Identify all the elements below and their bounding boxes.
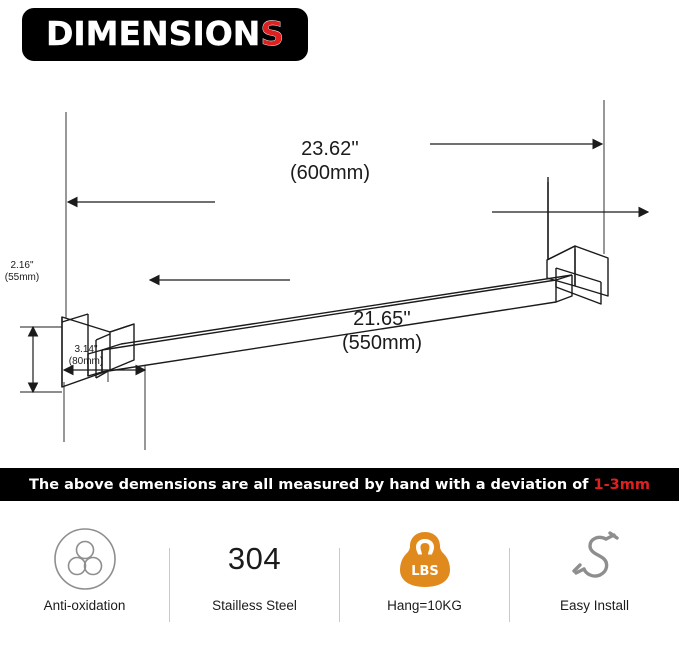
page-title-main: DIMENSION — [46, 14, 261, 53]
wrench-icon-box — [560, 520, 630, 598]
bar-length-label — [292, 308, 472, 355]
overall-length-inches: 23.62'' — [301, 138, 359, 160]
measurement-notice-text — [29, 477, 650, 493]
steel-grade-box — [228, 520, 281, 598]
feature-easy-install — [510, 520, 679, 646]
feature-stainless-steel — [170, 520, 339, 646]
overall-length-label — [240, 138, 420, 185]
height-inches: 2.16" — [10, 260, 34, 271]
page-title-text — [46, 14, 285, 53]
bar-length-mm: (550mm) — [341, 331, 422, 354]
height-mm: (55mm) — [4, 271, 40, 283]
kettlebell-icon — [395, 527, 455, 591]
feature-row — [0, 520, 679, 646]
height-label — [0, 260, 44, 284]
anti-oxidation-icon-box — [49, 520, 121, 598]
feature-anti-oxidation — [0, 520, 169, 646]
kettlebell-icon-label: LBS — [410, 564, 439, 579]
page-title — [22, 8, 308, 61]
notice-text-main: The above demensions are all measured by hand with a deviation of — [29, 476, 594, 493]
feature-anti-oxidation-caption: Anti-oxidation — [43, 598, 126, 613]
feature-hang-weight — [340, 520, 509, 646]
depth-label — [56, 344, 116, 368]
steel-grade-number: 304 — [227, 541, 282, 576]
wrench-icon — [560, 527, 630, 591]
product-dimension-drawing — [0, 82, 679, 460]
feature-hang-weight-caption: Hang=10KG — [387, 598, 462, 613]
page-title-accent: S — [260, 14, 285, 53]
kettlebell-icon-box — [395, 520, 455, 598]
bar-length-inches: 21.65'' — [353, 308, 411, 330]
bar-body — [62, 177, 608, 387]
anti-oxidation-icon — [49, 523, 121, 595]
overall-length-mm: (600mm) — [289, 161, 370, 184]
measurement-notice-bar — [0, 468, 679, 501]
notice-text-accent: 1-3mm — [593, 476, 650, 493]
depth-mm: (80mm) — [68, 355, 104, 367]
depth-inches: 3.14" — [74, 344, 98, 355]
feature-stainless-steel-caption: Stailless Steel — [212, 598, 297, 613]
feature-easy-install-caption: Easy Install — [559, 598, 630, 613]
